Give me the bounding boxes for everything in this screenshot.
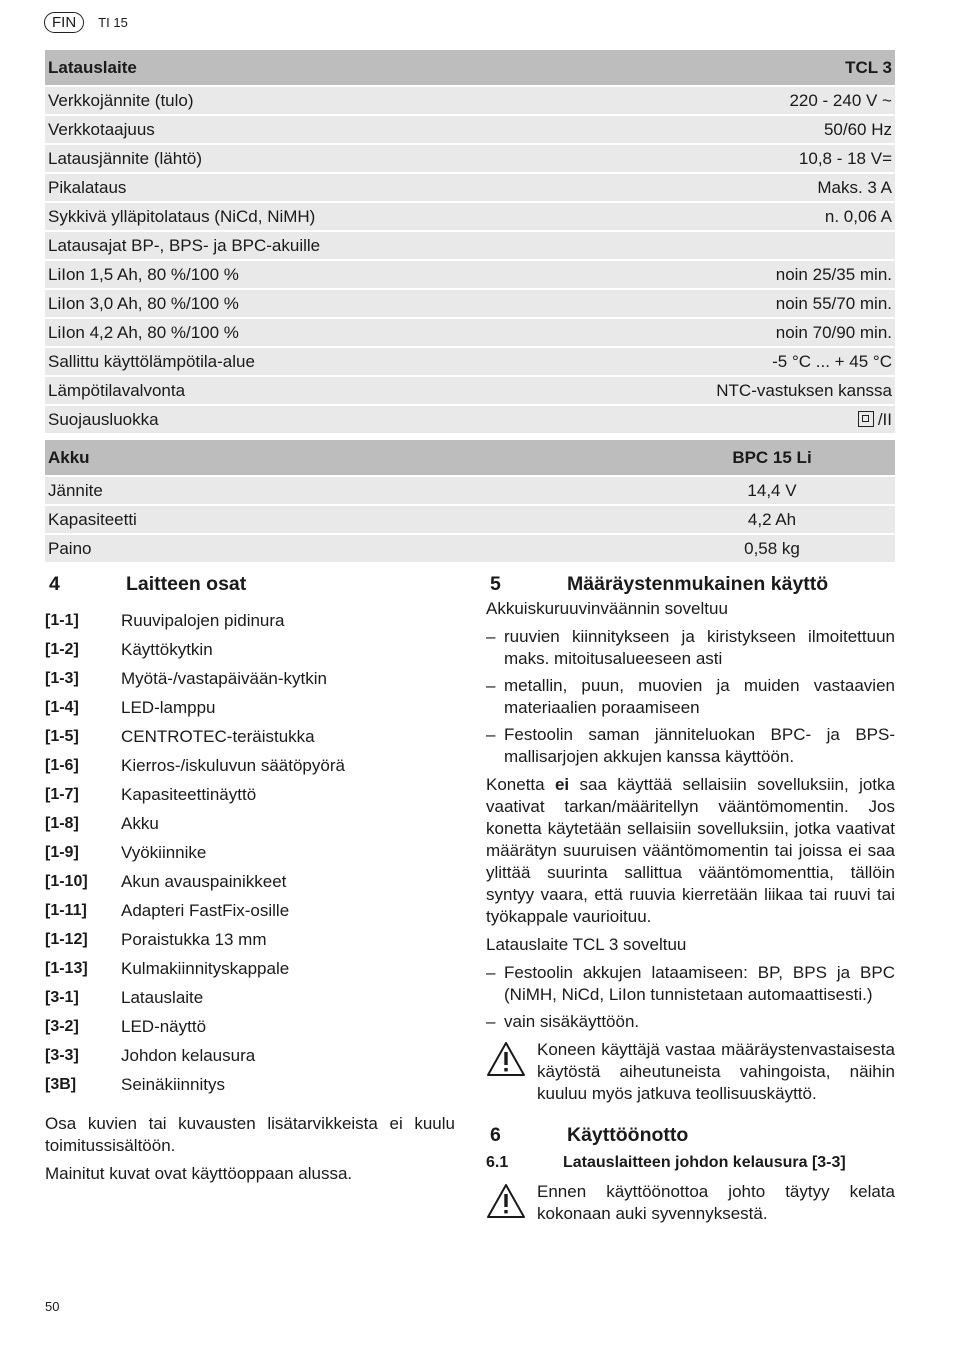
list-item <box>45 606 455 635</box>
part-label: Vyökiinnike <box>121 843 207 862</box>
part-label: Johdon kelausura <box>121 1046 256 1065</box>
table-row <box>45 405 895 433</box>
part-ref: [1-2] <box>45 641 79 658</box>
part-label: Latauslaite <box>121 988 204 1007</box>
section-heading <box>45 572 455 596</box>
part-label: Kulmakiinnityskappale <box>121 959 290 978</box>
spec-value-protection-class <box>559 405 895 433</box>
spec-label: Paino <box>45 534 649 562</box>
table-row <box>45 505 895 534</box>
paragraph-text-post: saa käyttää sellaisiin sovelluksiin, jotka vaativat tarkan/määritellyn vääntömomentin. Jos konetta käytetään sellaisiin sovelluksiin, jotka vaativat määrätyn suuruisen vääntömomentin tai joissa ei saa ylittää suurinta sallittua vääntömomenttia, tällöin syntyy vaara, että ruuvia kierretään liikaa tai ruuvi tai työkappale vaurioituu. <box>486 775 895 926</box>
table-row <box>45 318 895 347</box>
spec-value: -5 °C ... + 45 °C <box>559 347 895 376</box>
charger-use-list <box>486 962 895 1033</box>
part-label: Adapteri FastFix-osille <box>121 901 290 920</box>
list-item <box>45 896 455 925</box>
spec-label: LiIon 3,0 Ah, 80 %/100 % <box>45 289 559 318</box>
table-row <box>45 260 895 289</box>
spec-label: Jännite <box>45 476 649 505</box>
part-ref: [1-11] <box>45 902 87 919</box>
subsection-number: 6.1 <box>486 1154 509 1171</box>
subsection-title: Latauslaitteen johdon kelausura [3-3] <box>563 1154 846 1171</box>
spec-value: 14,4 V <box>649 476 895 505</box>
part-ref: [1-3] <box>45 670 79 687</box>
part-label: Akun avauspainikkeet <box>121 872 287 891</box>
spec-value: n. 0,06 A <box>559 202 895 231</box>
spec-label: LiIon 4,2 Ah, 80 %/100 % <box>45 318 559 347</box>
liability-warning <box>486 1039 895 1105</box>
list-item <box>45 867 455 896</box>
intended-use-intro: Akkuiskuruuvinväännin soveltuu <box>486 599 728 618</box>
spec-value: noin 70/90 min. <box>559 318 895 347</box>
table-row <box>45 231 895 260</box>
torque-warning-paragraph <box>486 774 895 928</box>
spec-label: Latausajat BP-, BPS- ja BPC-akuille <box>45 231 559 260</box>
cable-warning <box>486 1181 895 1225</box>
list-item <box>45 983 455 1012</box>
part-label: Seinäkiinnitys <box>121 1075 225 1094</box>
table-header-label: Akku <box>45 440 649 476</box>
list-item: – vain sisäkäyttöön. <box>486 1011 895 1033</box>
accessories-note: Osa kuvien tai kuvausten lisätarvikkeista ei kuulu toimitussisältöön. <box>45 1114 455 1155</box>
paragraph-emphasis: ei <box>554 775 570 794</box>
part-ref: [1-7] <box>45 786 79 803</box>
figures-note: Mainitut kuvat ovat käyttöoppaan alussa. <box>45 1164 353 1183</box>
part-label: Poraistukka 13 mm <box>121 930 267 949</box>
language-badge: FIN <box>44 12 84 33</box>
list-item <box>45 925 455 954</box>
page-number: 50 <box>45 1299 60 1314</box>
page-header <box>44 12 128 33</box>
part-label: LED-näyttö <box>121 1017 207 1036</box>
spec-label: Sallittu käyttölämpötila-alue <box>45 347 559 376</box>
warning-text: Koneen käyttäjä vastaa määräystenvastaisesta käytöstä aiheutuneista vahingoista, näihin kuuluu myös jatkuva teollisuuskäyttö. <box>537 1040 895 1103</box>
spec-value: noin 55/70 min. <box>559 289 895 318</box>
table-header-row <box>45 440 895 476</box>
part-ref: [1-8] <box>45 815 79 832</box>
part-label: CENTROTEC-teräistukka <box>121 727 315 746</box>
intended-use-list <box>486 626 895 768</box>
part-ref: [3-3] <box>45 1047 79 1064</box>
list-item <box>45 1012 455 1041</box>
list-item <box>45 722 455 751</box>
list-item <box>45 664 455 693</box>
part-label: Käyttökytkin <box>121 640 213 659</box>
protection-class-ii-icon <box>858 411 874 427</box>
table-header-model: BPC 15 Li <box>649 440 895 476</box>
spec-value: noin 25/35 min. <box>559 260 895 289</box>
table-row <box>45 534 895 562</box>
list-item <box>45 751 455 780</box>
right-column <box>486 572 895 1233</box>
warning-text: Ennen käyttöönottoa johto täytyy kelata kokonaan auki syvennyksestä. <box>537 1182 895 1223</box>
spec-label: Suojausluokka <box>45 405 559 433</box>
spec-value: NTC-vastuksen kanssa <box>559 376 895 405</box>
model-label: TI 15 <box>98 15 128 30</box>
spec-value: 220 - 240 V ~ <box>559 86 895 115</box>
part-ref: [3-2] <box>45 1018 79 1035</box>
part-label: Akku <box>121 814 159 833</box>
part-label: LED-lamppu <box>121 698 216 717</box>
spec-value <box>559 231 895 260</box>
table-row <box>45 289 895 318</box>
part-ref: [1-9] <box>45 844 79 861</box>
spec-value: 0,58 kg <box>649 534 895 562</box>
part-ref: [1-1] <box>45 612 79 629</box>
warning-triangle-icon <box>486 1039 537 1105</box>
part-ref: [3-1] <box>45 989 79 1006</box>
section-heading <box>486 572 895 596</box>
spec-value: 10,8 - 18 V= <box>559 144 895 173</box>
table-header-row <box>45 50 895 86</box>
section-title: Määräystenmukainen käyttö <box>567 573 829 595</box>
battery-spec-table <box>45 440 895 562</box>
table-row <box>45 476 895 505</box>
charger-use-intro: Latauslaite TCL 3 soveltuu <box>486 935 687 954</box>
part-ref: [1-10] <box>45 873 88 890</box>
part-label: Myötä-/vastapäivään-kytkin <box>121 669 327 688</box>
spec-value: 4,2 Ah <box>649 505 895 534</box>
spec-label: Latausjännite (lähtö) <box>45 144 559 173</box>
part-label: Kierros-/iskuluvun säätöpyörä <box>121 756 345 775</box>
list-item: – metallin, puun, muovien ja muiden vastaavien materiaalien poraamiseen <box>486 675 895 719</box>
table-row <box>45 376 895 405</box>
list-item: – Festoolin saman jänniteluokan BPC- ja BPS-mallisarjojen akkujen kanssa käyttöön. <box>486 724 895 768</box>
table-row <box>45 347 895 376</box>
part-ref: [1-12] <box>45 931 88 948</box>
section-title: Laitteen osat <box>126 573 247 595</box>
table-header-label: Latauslaite <box>45 50 559 86</box>
spec-label: Verkkojännite (tulo) <box>45 86 559 115</box>
spec-value: 50/60 Hz <box>559 115 895 144</box>
part-ref: [1-4] <box>45 699 79 716</box>
charger-spec-table <box>45 50 895 433</box>
list-item <box>45 780 455 809</box>
list-item <box>45 635 455 664</box>
table-row <box>45 115 895 144</box>
part-ref: [3B] <box>45 1076 77 1093</box>
table-row <box>45 144 895 173</box>
paragraph-text-pre: Konetta <box>486 775 555 794</box>
spec-label: LiIon 1,5 Ah, 80 %/100 % <box>45 260 559 289</box>
section-title: Käyttöönotto <box>567 1124 689 1146</box>
spec-label: Pikalataus <box>45 173 559 202</box>
spec-label: Verkkotaajuus <box>45 115 559 144</box>
list-item <box>45 1070 455 1099</box>
spec-label: Kapasiteetti <box>45 505 649 534</box>
part-label: Kapasiteettinäyttö <box>121 785 257 804</box>
subsection-heading <box>486 1153 895 1173</box>
part-ref: [1-13] <box>45 960 88 977</box>
warning-triangle-icon <box>486 1181 537 1225</box>
left-column <box>45 572 455 1191</box>
section-number: 5 <box>490 573 501 595</box>
spec-value: Maks. 3 A <box>559 173 895 202</box>
list-item <box>45 838 455 867</box>
part-label: Ruuvipalojen pidinura <box>121 611 285 630</box>
section-number: 4 <box>49 573 60 595</box>
list-item <box>45 693 455 722</box>
parts-list <box>45 606 455 1099</box>
list-item: – ruuvien kiinnitykseen ja kiristykseen ilmoitettuun maks. mitoitusalueeseen asti <box>486 626 895 670</box>
list-item <box>45 1041 455 1070</box>
list-item <box>45 809 455 838</box>
table-row <box>45 202 895 231</box>
spec-label: Lämpötilavalvonta <box>45 376 559 405</box>
table-row <box>45 173 895 202</box>
section-heading <box>486 1123 895 1147</box>
protection-class-text: /II <box>877 409 892 429</box>
list-item <box>45 954 455 983</box>
part-ref: [1-5] <box>45 728 79 745</box>
table-header-model: TCL 3 <box>559 50 895 86</box>
list-item: – Festoolin akkujen lataamiseen: BP, BPS ja BPC (NiMH, NiCd, LiIon tunnistetaan automaattisesti.) <box>486 962 895 1006</box>
table-row <box>45 86 895 115</box>
section-number: 6 <box>490 1124 501 1146</box>
spec-label: Sykkivä ylläpitolataus (NiCd, NiMH) <box>45 202 559 231</box>
part-ref: [1-6] <box>45 757 79 774</box>
